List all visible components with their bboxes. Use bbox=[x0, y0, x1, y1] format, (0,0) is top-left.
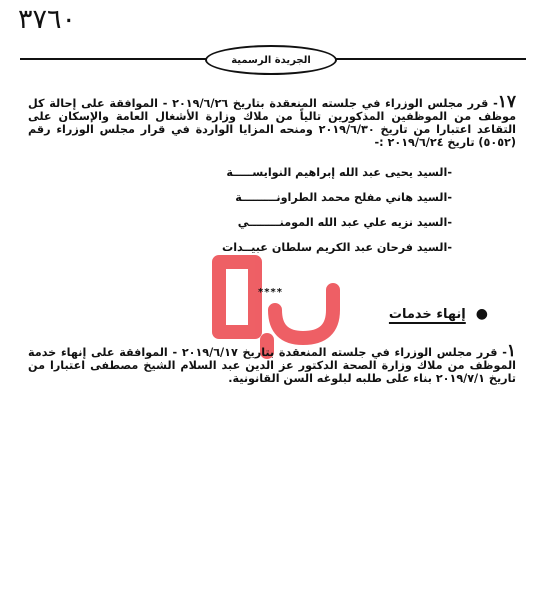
decision-17-text: قرر مجلس الوزراء في جلسته المنعقدة بتاريخ ٢٠١٩/٦/٢٦ - الموافقة على إحالة كل موظف من الموظفين المذكورين تالياً من ملاك وزارة الأشغال العامة والإسكان على التقاعد اعتبارا من تاريخ ٢٠١٩/٦/٣٠ ومنحه المزايا الواردة في قرار مجلس الوزراء رقم (٥٠٥٢) تاريخ ٢٠١٩/٦/٢٤ :- bbox=[28, 97, 516, 149]
list-item: - السيد فرحان عبد الكريم سلطان عبيــدات bbox=[221, 241, 452, 254]
list-item: - السيد هاني مفلح محمد الطراونـــــــــة bbox=[235, 191, 452, 204]
list-item: - السيد يحيى عبد الله إبراهيم النوايســـــة bbox=[226, 166, 452, 179]
gazette-title: الجريدة الرسمية bbox=[231, 54, 311, 66]
decision-17-number: ١٧ bbox=[497, 92, 516, 112]
decision-1: ١- قرر مجلس الوزراء في جلسته المنعقدة بتاريخ ٢٠١٩/٦/١٧ - الموافقة على إنهاء خدمة الموظف من ملاك وزارة الصحة الدكتور عز الدين عبد السلام الشيخ مصطفى اعتبارا من تاريخ ٢٠١٩/٧/١ بناء على طلبه لبلوغه السن القانونية. bbox=[28, 341, 517, 385]
decision-1-text: قرر مجلس الوزراء في جلسته المنعقدة بتاريخ ٢٠١٩/٦/١٧ - الموافقة على إنهاء خدمة الموظف من ملاك وزارة الصحة الدكتور عز الدين عبد السلام الشيخ مصطفى اعتبارا من تاريخ ٢٠١٩/٧/١ بناء على طلبه لبلوغه السن القانونية. bbox=[28, 346, 516, 385]
section-heading bbox=[389, 306, 488, 322]
watermark-logo bbox=[207, 240, 347, 360]
section-title: إنهاء خدمات bbox=[388, 306, 466, 322]
watermark-text: .COM bbox=[232, 268, 248, 310]
gazette-title-oval bbox=[205, 45, 337, 75]
decision-17: ١٧- قرر مجلس الوزراء في جلسته المنعقدة بتاريخ ٢٠١٩/٦/٢٦ - الموافقة على إحالة كل موظف من الموظفين المذكورين تالياً من ملاك وزارة الأشغال العامة والإسكان على التقاعد اعتبارا من تاريخ ٢٠١٩/٦/٣٠ ومنحه المزايا الواردة في قرار مجلس الوزراء رقم (٥٠٥٢) تاريخ ٢٠١٩/٦/٢٤ :- bbox=[28, 92, 516, 149]
list-item: - السيد نزيه علي عبد الله المومنــــــــي bbox=[237, 216, 452, 229]
separator-stars: **** bbox=[258, 287, 283, 298]
page-number: ٣٧٦٠ bbox=[18, 4, 77, 35]
bullet-icon: ● bbox=[475, 306, 488, 322]
decision-1-number: ١ bbox=[506, 341, 517, 361]
